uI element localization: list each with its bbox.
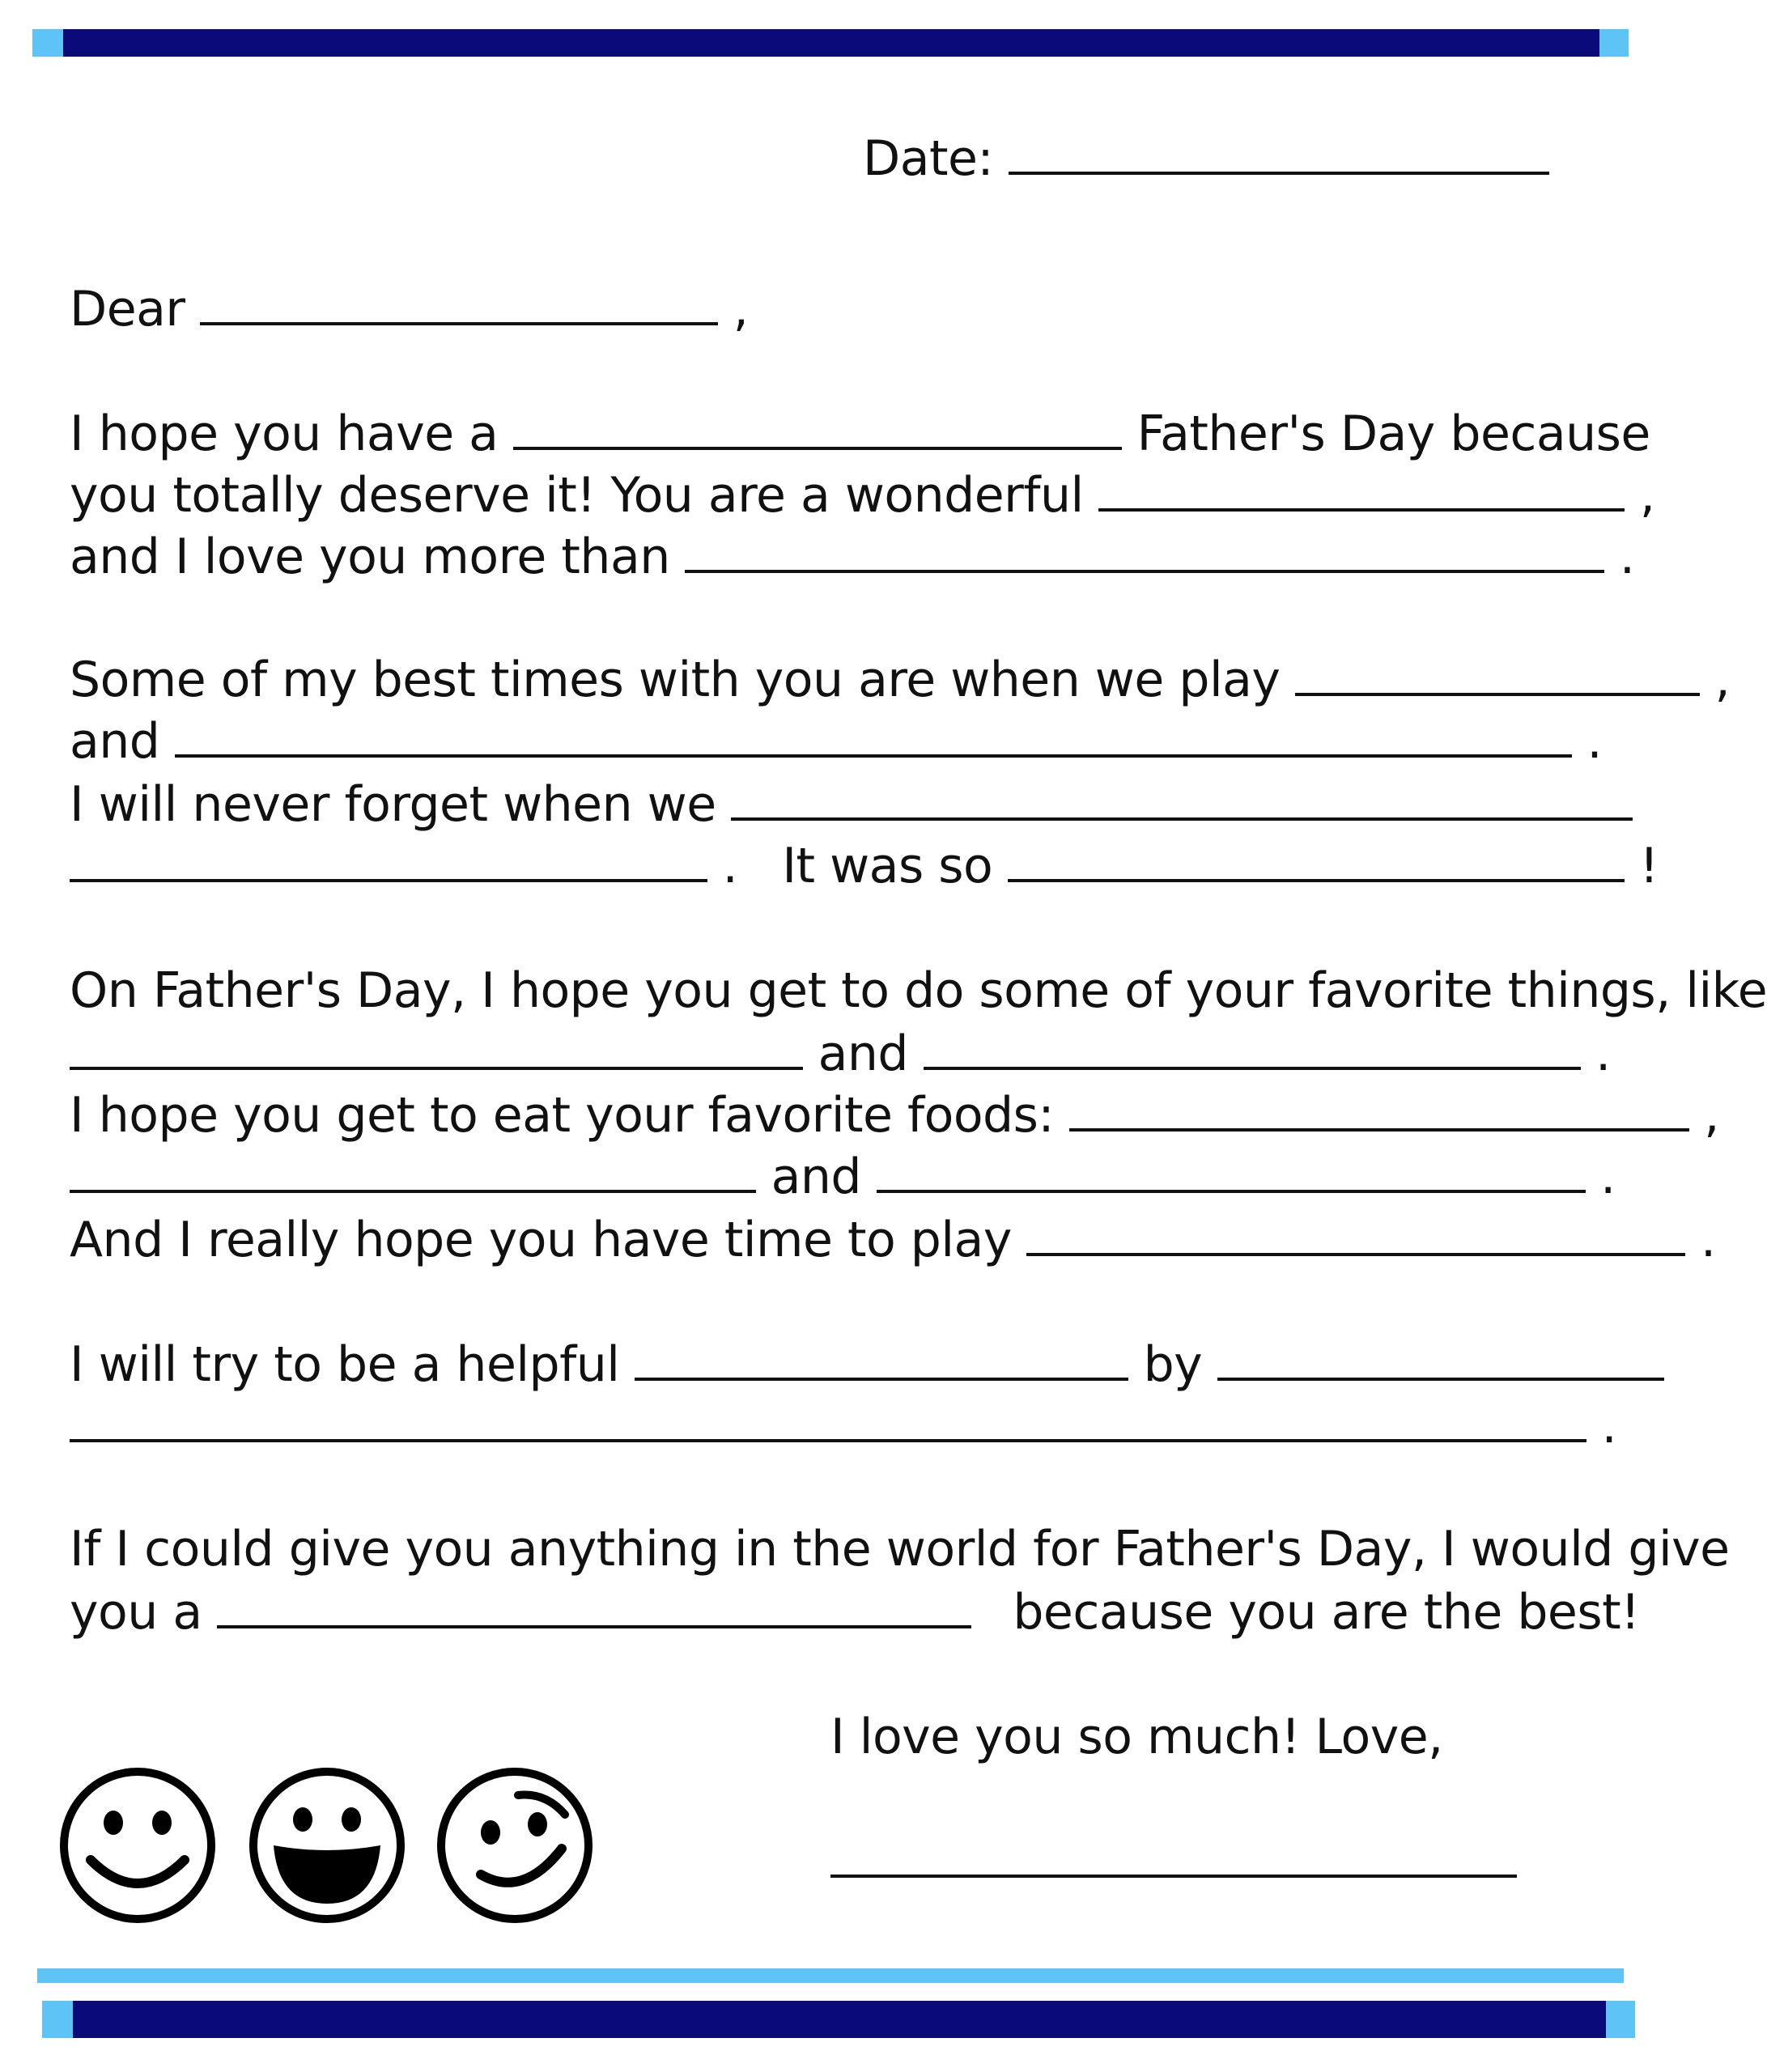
closing-text: I love you so much! Love, [830,1709,1443,1765]
p2-period-4: . [722,838,738,894]
p2-line-2 [70,709,1602,772]
signature-line [830,1829,1517,1892]
p4-blank-1[interactable] [635,1332,1128,1381]
p1-text-1a: I hope you have a [70,405,499,462]
p1-line-2 [70,463,1654,526]
p2-blank-1[interactable] [1295,648,1700,696]
p3-line-2 [70,1021,1611,1085]
laughing-face-icon [246,1764,408,1926]
date-label: Date: [863,130,994,187]
p3-and-4: and [771,1149,861,1205]
p1-period-3: . [1619,529,1635,585]
p2-text-2: and [70,713,160,770]
p5-blank-1[interactable] [217,1580,971,1628]
p5-text-1: If I could give you anything in the world for Father's Day, I would give [70,1521,1730,1577]
bottom-bar-right-cap [1606,2001,1635,2038]
p1-blank-2[interactable] [1098,463,1625,512]
p2-comma-1: , [1714,652,1731,708]
bottom-bar [73,2001,1606,2038]
p2-line-3 [70,772,1633,835]
p2-line-1 [70,648,1730,711]
p2-text-4: It was so [782,838,993,894]
p2-bang-4: ! [1639,838,1659,894]
p3-blank-6[interactable] [1026,1208,1685,1256]
top-bar-right-cap [1599,29,1629,57]
p4-line-1 [70,1332,1664,1395]
p3-line-3 [70,1083,1719,1146]
p3-period-5: . [1701,1212,1716,1268]
p1-line-1 [70,401,1650,465]
p2-text-1: Some of my best times with you are when we play [70,652,1281,708]
smile-face-icon [57,1764,219,1926]
dear-comma: , [733,281,749,338]
closing-line [830,1706,1443,1768]
p2-line-4 [70,834,1659,897]
p4-line-2 [70,1394,1616,1457]
p1-text-2: you totally deserve it! You are a wonderful [70,467,1084,524]
p1-blank-3[interactable] [685,524,1604,573]
date-line [863,126,1549,189]
p1-comma-2: , [1639,467,1655,524]
p1-blank-1[interactable] [513,401,1122,450]
date-blank[interactable] [1009,126,1549,175]
p3-period-4: . [1600,1149,1616,1205]
p4-blank-3[interactable] [70,1394,1586,1442]
p3-and-2: and [818,1025,908,1082]
top-bar [63,29,1599,57]
bottom-thin-bar [37,1968,1624,1983]
p5-text-2a: you a [70,1584,202,1641]
p3-comma-3: , [1704,1087,1719,1144]
wink-face-icon [434,1764,596,1926]
p5-text-2b: because you are the best! [1013,1584,1640,1641]
p3-blank-3[interactable] [1069,1083,1689,1132]
p2-blank-5[interactable] [1008,834,1625,882]
p3-line-4 [70,1144,1616,1208]
p2-blank-3[interactable] [731,772,1633,821]
p3-line-5 [70,1208,1716,1271]
p5-line-1 [70,1518,1730,1580]
p1-line-3 [70,524,1634,588]
p2-text-3: I will never forget when we [70,776,716,833]
p3-blank-1[interactable] [70,1021,803,1070]
p4-period-2: . [1601,1398,1617,1454]
p3-blank-5[interactable] [877,1144,1586,1193]
p3-line-1 [70,960,1767,1021]
dear-blank[interactable] [200,277,718,325]
p3-text-1: On Father's Day, I hope you get to do some of your favorite things, like [70,962,1767,1019]
p3-period-2: . [1595,1025,1611,1082]
p4-blank-2[interactable] [1217,1332,1664,1381]
p1-text-1b: Father's Day because [1136,405,1650,462]
top-bar-left-cap [32,29,63,57]
p1-text-3: and I love you more than [70,529,670,585]
bottom-bar-left-cap [42,2001,73,2038]
signature-blank[interactable] [830,1829,1517,1878]
p4-text-1a: I will try to be a helpful [70,1336,620,1393]
p2-period-2: . [1586,713,1603,770]
p4-by: by [1143,1336,1203,1393]
p3-text-3: I hope you get to eat your favorite foods: [70,1087,1055,1144]
p3-text-5: And I really hope you have time to play [70,1212,1012,1268]
p5-line-2 [70,1580,1640,1643]
p2-blank-4[interactable] [70,834,707,882]
dear-label: Dear [70,281,185,338]
p2-blank-2[interactable] [175,709,1572,758]
p3-blank-4[interactable] [70,1144,756,1193]
dear-line [70,277,748,340]
p3-blank-2[interactable] [924,1021,1581,1070]
